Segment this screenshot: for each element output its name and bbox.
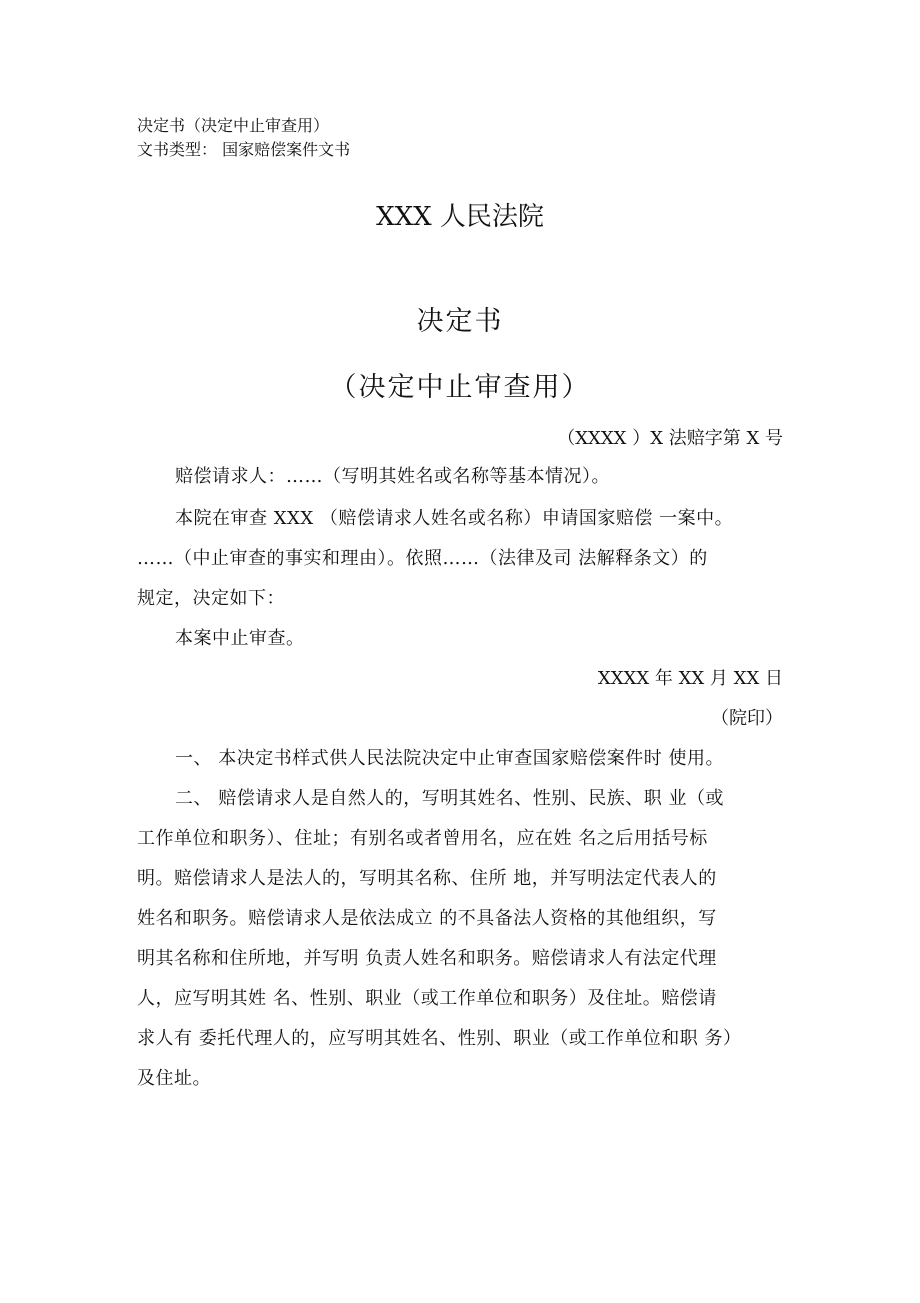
decision-line: 本案中止审查。 — [175, 628, 305, 649]
court-seal: （院印） — [711, 708, 783, 729]
body-paragraph-line: 规定，决定如下： — [137, 588, 285, 609]
note-line: 工作单位和职务）、住址；有别名或者曾用名，应在姓 名之后用括号标 — [137, 828, 708, 849]
note-line: 一、 本决定书样式供人民法院决定中止审查国家赔偿案件时 使用。 — [175, 748, 724, 769]
note-line: 明其名称和住所地，并写明 负责人姓名和职务。赔偿请求人有法定代理 — [137, 948, 717, 969]
document-name: 决定书（决定中止审查用） — [137, 116, 330, 135]
note-line: 求人有 委托代理人的，应写明其姓名、性别、职业（或工作单位和职 务） — [137, 1028, 742, 1049]
note-line: 二、 赔偿请求人是自然人的，写明其姓名、性别、民族、职 业（或 — [175, 788, 724, 809]
note-line: 姓名和职务。赔偿请求人是依法成立 的不具备法人资格的其他组织，写 — [137, 908, 717, 929]
document-type: 文书类型： 国家赔偿案件文书 — [137, 140, 351, 159]
note-line: 及住址。 — [137, 1068, 211, 1089]
decision-date: XXXX 年 XX 月 XX 日 — [597, 668, 783, 689]
document-title: 决定书 — [416, 306, 504, 337]
court-name: XXX 人民法院 — [376, 202, 544, 232]
note-line: 明。赔偿请求人是法人的，写明其名称、住所 地，并写明法定代表人的 — [137, 868, 717, 889]
document-subtitle: （决定中止审查用） — [329, 372, 591, 403]
body-paragraph-line: ……（中止审查的事实和理由）。依照……（法律及司 法解释条文）的 — [137, 548, 708, 569]
body-paragraph-line: 本院在审查 XXX （赔偿请求人姓名或名称）申请国家赔偿 一案中。 — [175, 508, 734, 529]
claimant-line: 赔偿请求人：……（写明其姓名或名称等基本情况）。 — [175, 466, 610, 487]
note-line: 人，应写明其姓 名、性别、职业（或工作单位和职务）及住址。赔偿请 — [137, 988, 717, 1009]
case-number: （XXXX ）X 法赔字第 X 号 — [557, 428, 783, 449]
